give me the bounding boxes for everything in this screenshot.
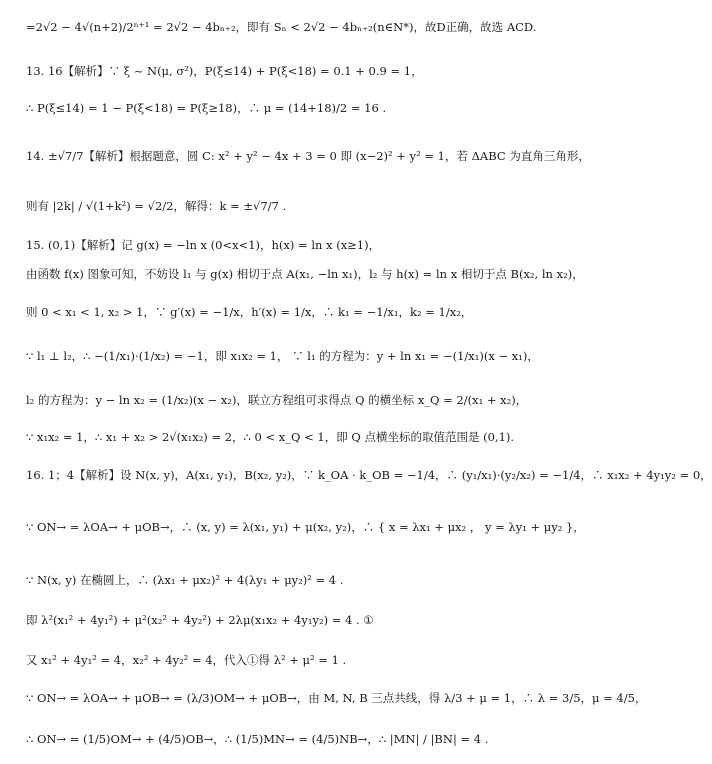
text-line-13: ∵ ON→ = λOA→ + μOB→，∴ (x, y) = λ(x₁, y₁) + μ(x₂, y₂)，∴ { x = λx₁ + μx₂ ， y = λy₁ + μy₂ }，	[26, 520, 585, 534]
text-line-6: 15. (0,1)【解析】记 g(x) = −ln x (0<x<1)，h(x) = ln x (x≥1)，	[26, 238, 381, 252]
text-line-12: 16. 1；4【解析】设 N(x, y)，A(x₁, y₁)，B(x₂, y₂)，∵ k_OA · k_OB = −1/4，∴ (y₁/x₁)·(y₂/x₂) = −1/4，∴ x₁x₂ + 4y₁y₂ = 0，	[26, 468, 712, 482]
text-line-14: ∵ N(x, y) 在椭圆上，∴ (λx₁ + μx₂)² + 4(λy₁ + μy₂)² = 4 .	[26, 573, 344, 587]
text-line-17: ∵ ON→ = λOA→ + μOB→ = (λ/3)OM→ + μOB→，由 M, N, B 三点共线，得 λ/3 + μ = 1，∴ λ = 3/5，μ = 4/5，	[26, 691, 647, 705]
text-line-16: 又 x₁² + 4y₁² = 4，x₂² + 4y₂² = 4，代入①得 λ² + μ² = 1 .	[26, 653, 347, 667]
text-line-18: ∴ ON→ = (1/5)OM→ + (4/5)OB→，∴ (1/5)MN→ = (4/5)NB→，∴ |MN| / |BN| = 4 .	[26, 732, 489, 746]
text-line-11: ∵ x₁x₂ = 1，∴ x₁ + x₂ > 2√(x₁x₂) = 2，∴ 0 < x_Q < 1，即 Q 点横坐标的取值范围是 (0,1).	[26, 430, 515, 444]
text-line-7: 由函数 f(x) 图象可知，不妨设 l₁ 与 g(x) 相切于点 A(x₁, −ln x₁)，l₂ 与 h(x) = ln x 相切于点 B(x₂, ln x₂)，	[26, 267, 584, 281]
text-line-5: 则有 |2k| / √(1+k²) = √2/2，解得：k = ±√7/7 .	[26, 199, 287, 213]
text-line-8: 则 0 < x₁ < 1, x₂ > 1，∵ g′(x) = −1/x，h′(x) = 1/x，∴ k₁ = −1/x₁，k₂ = 1/x₂，	[26, 305, 473, 319]
text-line-4: 14. ±√7/7【解析】根据题意，圆 C: x² + y² − 4x + 3 = 0 即 (x−2)² + y² = 1，若 ΔABC 为直角三角形，	[26, 149, 590, 163]
text-line-2: 13. 16【解析】∵ ξ ~ N(μ, σ²)，P(ξ≤14) + P(ξ<18) = 0.1 + 0.9 = 1，	[26, 64, 423, 78]
text-line-9: ∵ l₁ ⊥ l₂，∴ −(1/x₁)·(1/x₂) = −1，即 x₁x₂ = 1， ∵ l₁ 的方程为：y + ln x₁ = −(1/x₁)(x − x₁)，	[26, 349, 539, 363]
text-line-10: l₂ 的方程为：y − ln x₂ = (1/x₂)(x − x₂)，联立方程组可求得点 Q 的横坐标 x_Q = 2/(x₁ + x₂)，	[26, 393, 528, 407]
text-line-3: ∴ P(ξ≤14) = 1 − P(ξ<18) = P(ξ≥18)，∴ μ = (14+18)/2 = 16 .	[26, 101, 387, 115]
text-line-15: 即 λ²(x₁² + 4y₁²) + μ²(x₂² + 4y₂²) + 2λμ(x₁x₂ + 4y₁y₂) = 4 . ①	[26, 613, 374, 627]
text-line-1: =2√2 − 4√(n+2)/2ⁿ⁺¹ = 2√2 − 4bₙ₊₂，即有 Sₙ < 2√2 − 4bₙ₊₂(n∈N*)，故D正确，故选 ACD.	[26, 20, 537, 34]
